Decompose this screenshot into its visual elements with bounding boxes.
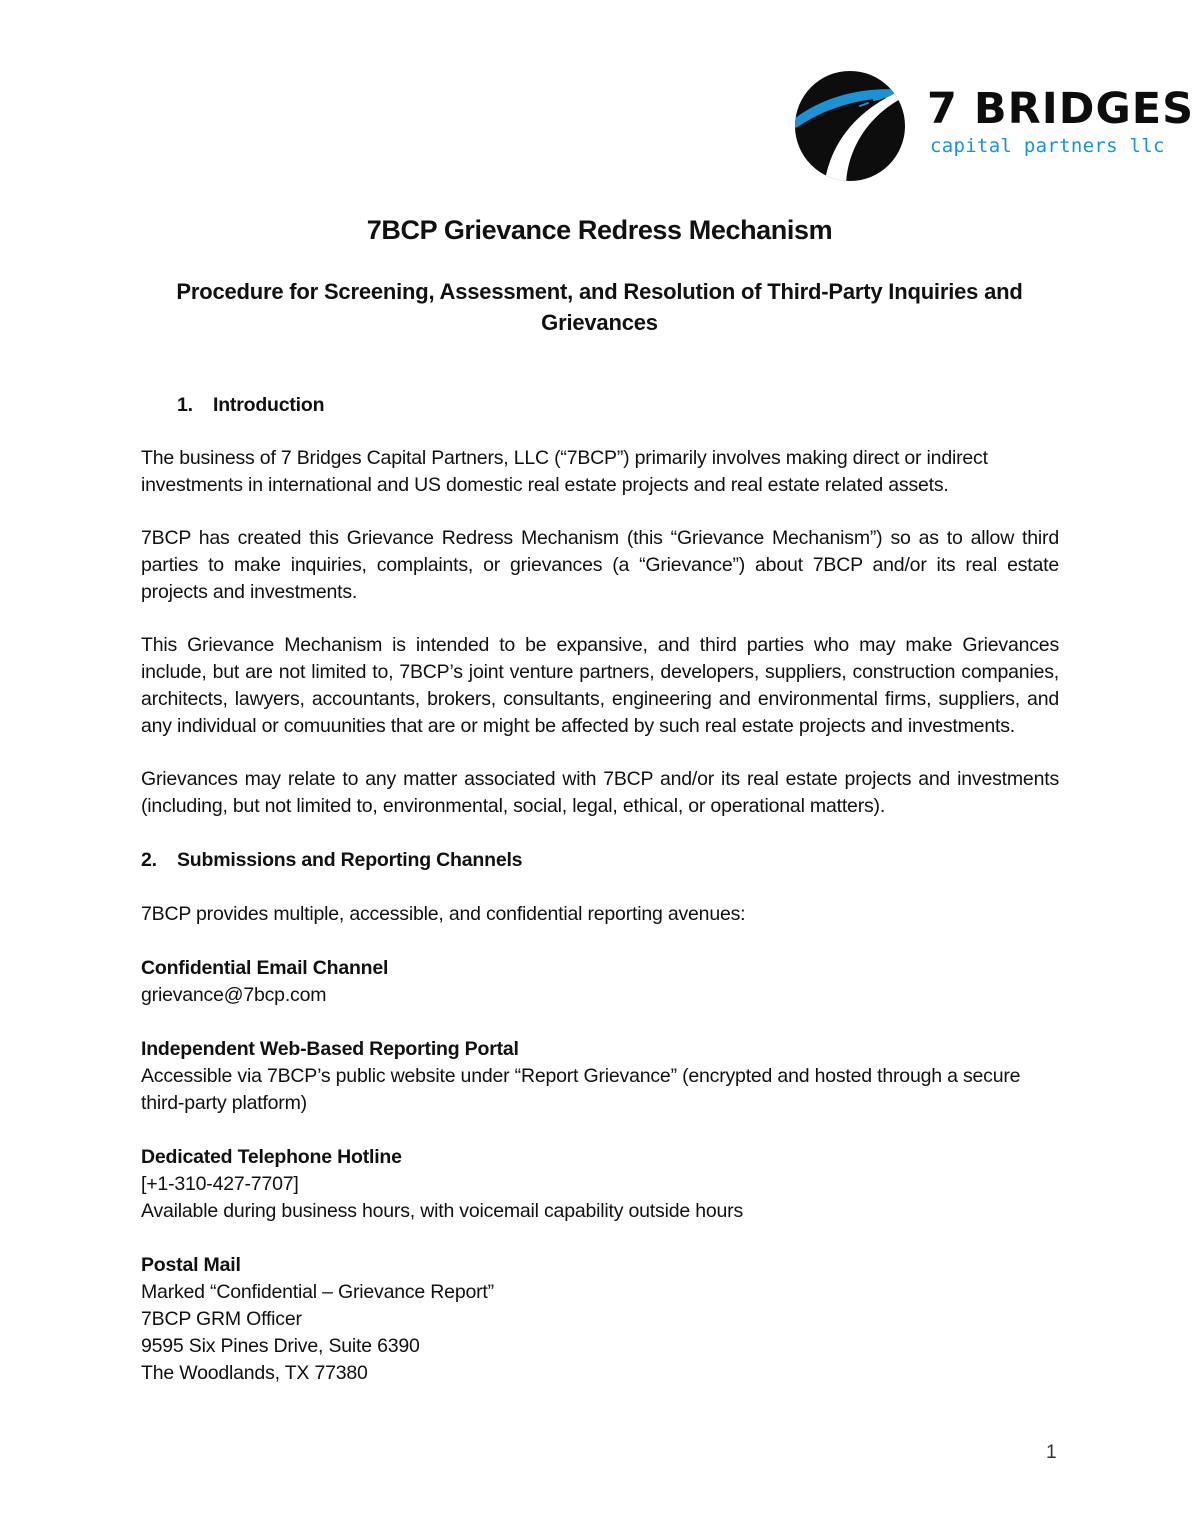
company-logo bbox=[794, 70, 1195, 182]
postal-recipient: 7BCP GRM Officer bbox=[141, 1308, 302, 1330]
document-title: 7BCP Grievance Redress Mechanism bbox=[366, 215, 833, 245]
bridge-road-logo-icon bbox=[794, 70, 906, 182]
section-number: 1. bbox=[177, 394, 193, 416]
document-subtitle: Procedure for Screening, Assessment, and Resolution of Third-Party Inquiries and Grievances bbox=[176, 279, 1023, 335]
channel-heading-web-portal: Independent Web-Based Reporting Portal bbox=[141, 1038, 519, 1060]
postal-street: 9595 Six Pines Drive, Suite 6390 bbox=[141, 1335, 420, 1357]
channel-heading-email: Confidential Email Channel bbox=[141, 957, 389, 979]
channel-heading-postal: Postal Mail bbox=[141, 1254, 241, 1276]
hotline-number: [+1-310-427-7707] bbox=[141, 1173, 299, 1195]
section-heading-introduction bbox=[141, 392, 1059, 419]
page-number: 1 bbox=[1046, 1442, 1057, 1463]
hotline-availability: Available during business hours, with voicemail capability outside hours bbox=[141, 1200, 743, 1222]
intro-paragraph-4: Grievances may relate to any matter associated with 7BCP and/or its real estate projects and investments (including, but not limited to, environmental, social, legal, ethical, or operational matters). bbox=[141, 768, 1059, 817]
logo-company-subtitle: capital partners llc bbox=[930, 135, 1165, 157]
email-address-link[interactable]: grievance@7bcp.com bbox=[141, 984, 327, 1006]
intro-paragraph-3: This Grievance Mechanism is intended to be expansive, and third parties who may make Grievances include, but are not limited to, 7BCP’s joint venture partners, developers, suppliers, construction companies, architects, lawyers, accountants, brokers, consultants, engineering and environmental firms, suppliers, and any individual or comuunities that are or might be affected by such real estate projects and investments. bbox=[141, 634, 1059, 737]
section-number: 2. bbox=[141, 849, 157, 871]
postal-marking: Marked “Confidential – Grievance Report” bbox=[141, 1281, 494, 1303]
section-heading-text: Submissions and Reporting Channels bbox=[177, 849, 523, 871]
intro-paragraph-2: 7BCP has created this Grievance Redress Mechanism (this “Grievance Mechanism”) so as to allow third parties to make inquiries, complaints, or grievances (a “Grievance”) about 7BCP and/or its real estate projects and investments. bbox=[141, 527, 1059, 603]
channel-heading-telephone: Dedicated Telephone Hotline bbox=[141, 1146, 402, 1168]
logo-company-name: 7 BRIDGES bbox=[927, 84, 1195, 134]
section-heading-submissions bbox=[141, 847, 1059, 874]
web-portal-description: Accessible via 7BCP’s public website under “Report Grievance” (encrypted and hosted through a secure third-party platform) bbox=[141, 1065, 1021, 1114]
document-body bbox=[141, 392, 1059, 1387]
channels-intro: 7BCP provides multiple, accessible, and confidential reporting avenues: bbox=[141, 903, 746, 925]
section-heading-text: Introduction bbox=[213, 394, 325, 416]
intro-paragraph-1: The business of 7 Bridges Capital Partners, LLC (“7BCP”) primarily involves making direct or indirect investments in international and US domestic real estate projects and real estate related assets. bbox=[141, 447, 988, 496]
postal-city: The Woodlands, TX 77380 bbox=[141, 1362, 368, 1384]
